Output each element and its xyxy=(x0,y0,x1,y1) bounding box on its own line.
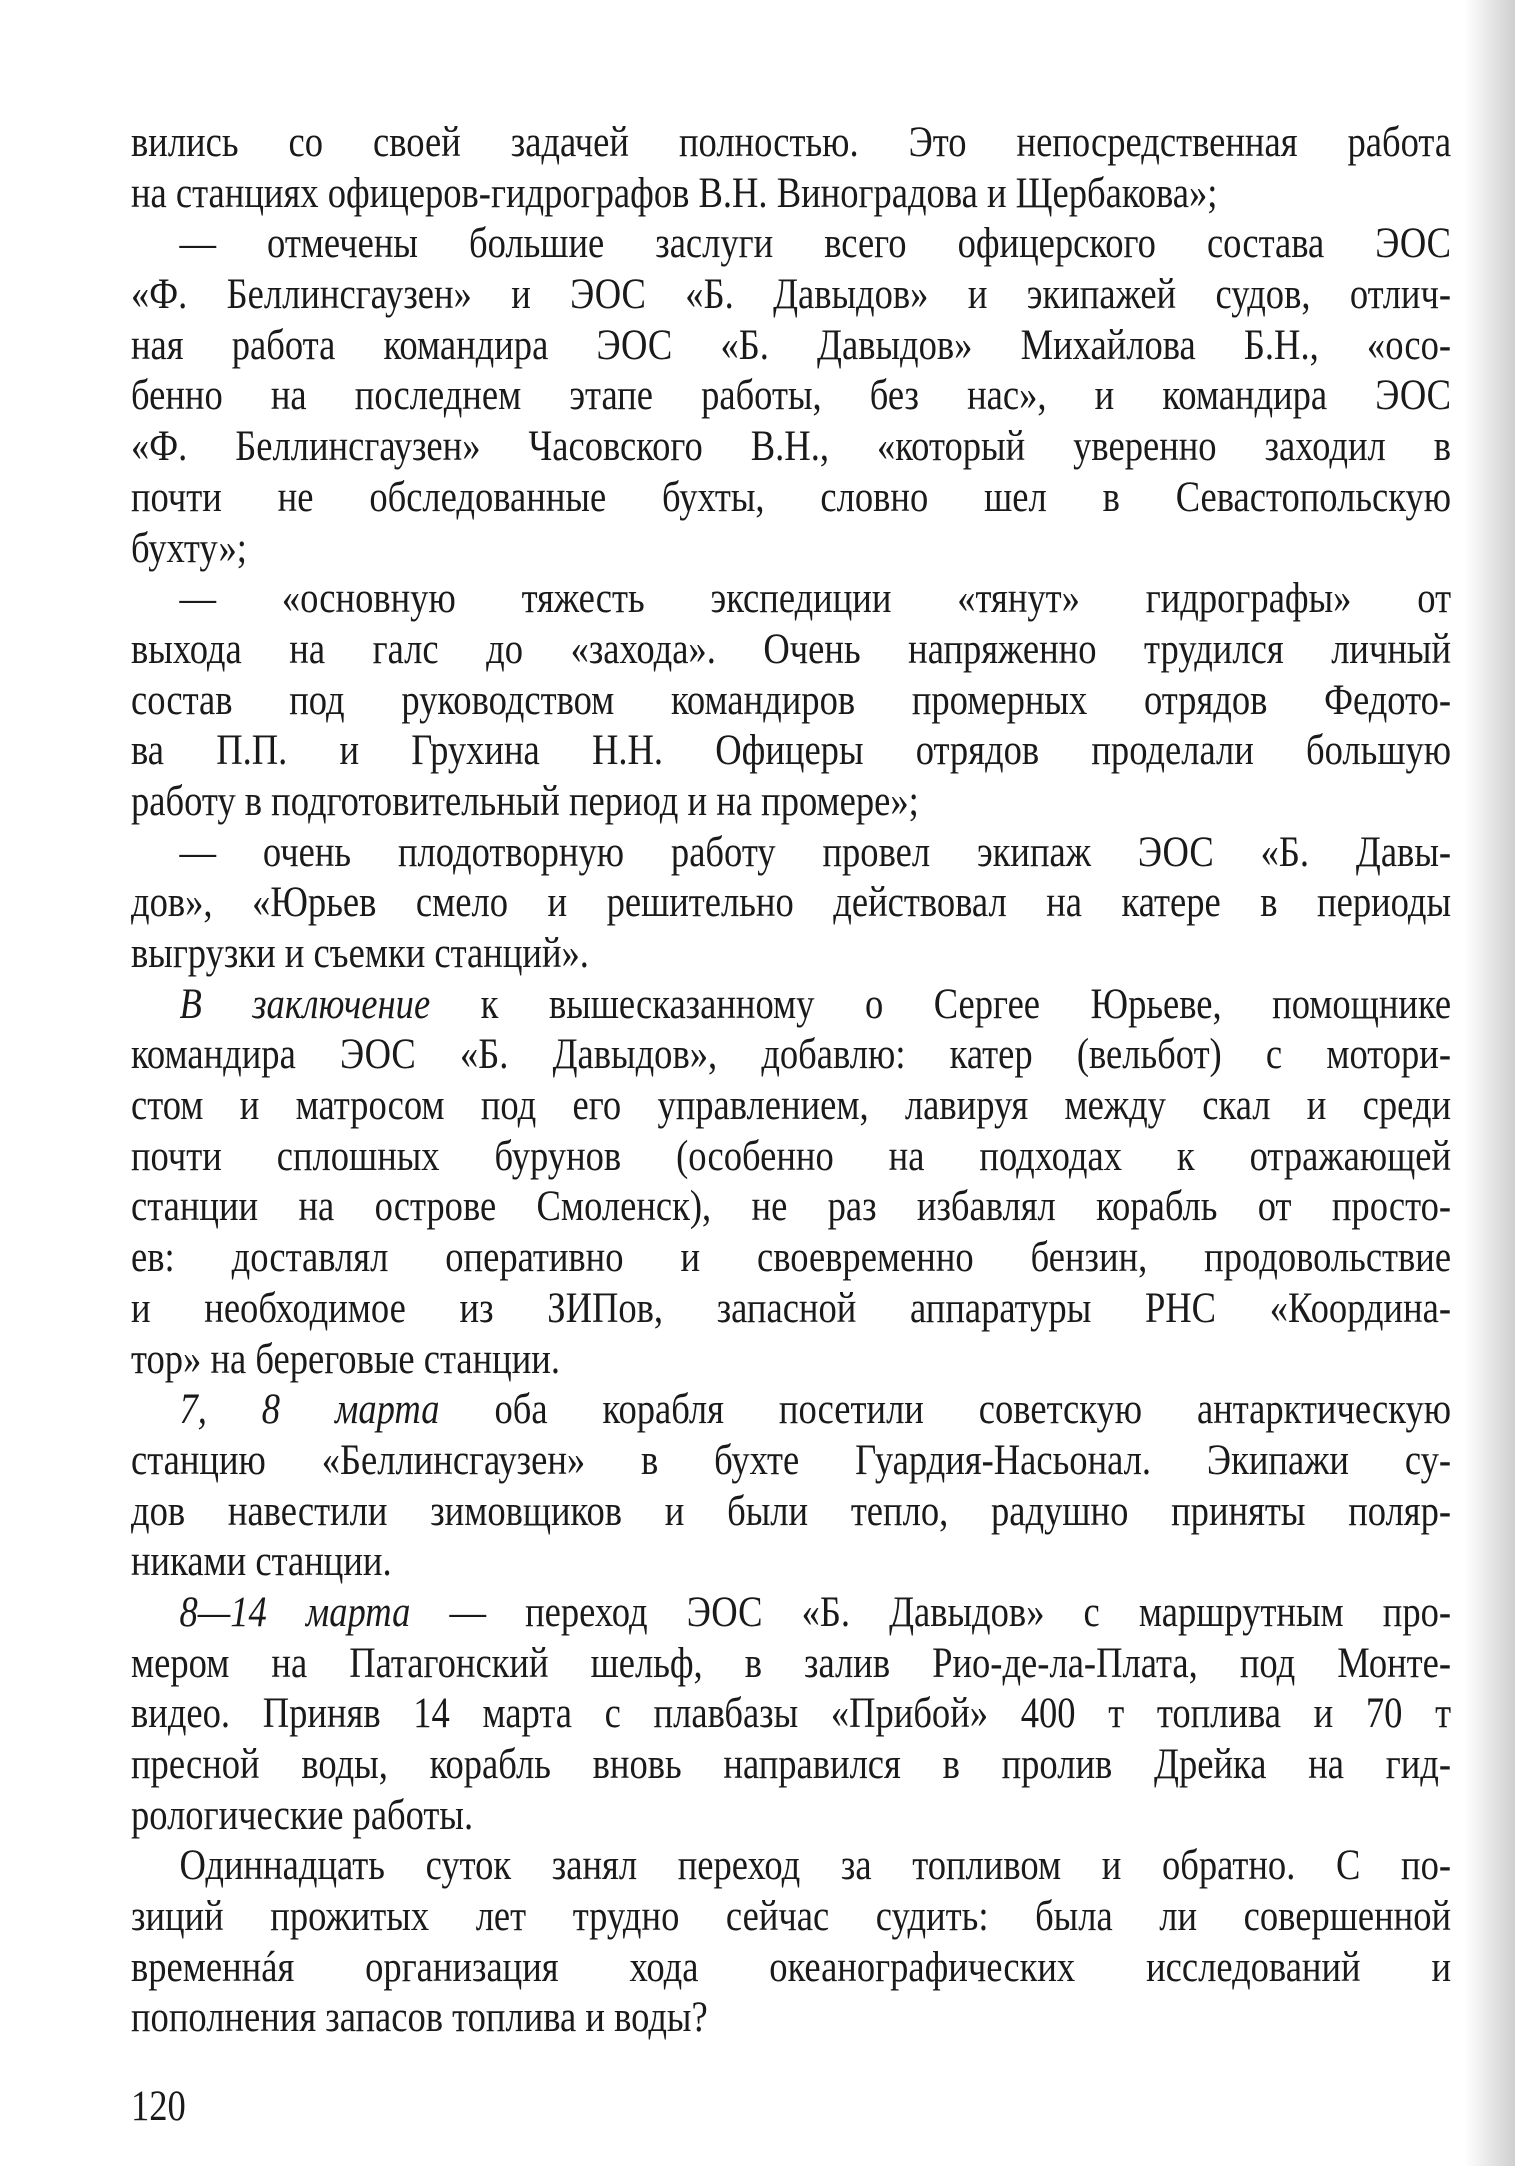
text-line xyxy=(131,1030,1451,1081)
text-line xyxy=(131,321,1451,372)
text-line xyxy=(131,1335,1451,1386)
line-text: выхода на галс до «захода». Очень напряженно трудился личный xyxy=(131,625,1452,673)
text-line xyxy=(131,219,1451,270)
text-line xyxy=(131,1740,1451,1791)
line-text: выгрузки и съемки станций». xyxy=(131,930,589,977)
line-text: оба корабля посетили советскую антарктическую xyxy=(439,1386,1452,1434)
text-line xyxy=(131,473,1451,524)
text-line xyxy=(131,1639,1451,1690)
line-text: пополнения запасов топлива и воды? xyxy=(131,1994,708,2042)
line-text: работу в подготовительный период и на промере»; xyxy=(131,777,919,825)
text-line xyxy=(131,371,1451,422)
line-text: никами станции. xyxy=(131,1538,392,1586)
text-line xyxy=(131,1841,1451,1892)
text-line xyxy=(131,828,1451,879)
italic-date-phrase: В заключение xyxy=(179,980,431,1028)
text-line xyxy=(131,929,1451,980)
line-text: пресной воды, корабль вновь направился в пролив Дрейка на гид- xyxy=(131,1741,1452,1788)
line-text: и необходимое из ЗИПов, запасной аппаратуры РНС «Координа- xyxy=(131,1284,1452,1332)
line-text: почти сплошных бурунов (особенно на подходах к отражающей xyxy=(131,1132,1452,1180)
line-text: — переход ЭОС «Б. Давыдов» с маршрутным про- xyxy=(410,1588,1452,1636)
text-line xyxy=(131,422,1451,473)
text-line xyxy=(131,676,1451,727)
text-line xyxy=(131,1588,1451,1639)
text-line xyxy=(131,777,1451,828)
line-text: дов», «Юрьев смело и решительно действовал на катере в периоды xyxy=(131,879,1452,927)
text-line xyxy=(131,1689,1451,1740)
text-line xyxy=(131,169,1451,220)
line-text: — «основную тяжесть экспедиции «тянут» гидрографы» от xyxy=(179,575,1452,623)
line-text: к вышесказанному о Сергее Юрьеве, помощнике xyxy=(430,980,1452,1028)
line-text: ев: доставлял оперативно и своевременно бензин, продовольствие xyxy=(131,1234,1452,1282)
text-line xyxy=(131,980,1451,1031)
line-text: рологические работы. xyxy=(131,1791,474,1839)
line-text: бухту»; xyxy=(131,524,247,572)
line-text: станции на острове Смоленск), не раз избавлял корабль от просто- xyxy=(131,1183,1452,1231)
text-line xyxy=(131,1081,1451,1132)
line-text: стом и матросом под его управлением, лавируя между скал и среди xyxy=(131,1082,1452,1130)
text-line xyxy=(131,574,1451,625)
text-line xyxy=(131,1385,1451,1436)
text-line xyxy=(131,1993,1451,2044)
line-text: «Ф. Беллинсгаузен» Часовского В.Н., «который уверенно заходил в xyxy=(131,423,1452,471)
text-line xyxy=(131,1182,1451,1233)
line-text: Одиннадцать суток занял переход за топливом и обратно. С по- xyxy=(179,1842,1452,1890)
line-text: тор» на береговые станции. xyxy=(131,1335,560,1383)
line-text: зиций прожитых лет трудно сейчас судить: была ли совершенной xyxy=(131,1893,1452,1941)
line-text: — очень плодотворную работу провел экипаж ЭОС «Б. Давы- xyxy=(179,828,1452,876)
text-line xyxy=(131,1284,1451,1335)
text-line xyxy=(131,1943,1451,1994)
line-text: дов навестили зимовщиков и были тепло, радушно приняты поляр- xyxy=(131,1487,1452,1535)
text-line xyxy=(131,524,1451,575)
text-line xyxy=(131,1233,1451,1284)
line-text: ная работа командира ЭОС «Б. Давыдов» Михайлова Б.Н., «осо- xyxy=(131,321,1452,369)
text-line xyxy=(131,625,1451,676)
line-text: — отмечены большие заслуги всего офицерского состава ЭОС xyxy=(179,220,1452,268)
line-text: состав под руководством командиров промерных отрядов Федото- xyxy=(131,676,1452,724)
text-line xyxy=(131,1537,1451,1588)
text-line xyxy=(131,1791,1451,1842)
body-text xyxy=(131,118,1451,2044)
text-line xyxy=(131,1132,1451,1183)
line-text: на станциях офицеров-гидрографов В.Н. Виноградова и Щербакова»; xyxy=(131,169,1218,217)
line-text: «Ф. Беллинсгаузен» и ЭОС «Б. Давыдов» и экипажей судов, отлич- xyxy=(131,271,1452,319)
line-text: временнáя организация хода океанографических исследований и xyxy=(131,1943,1452,1991)
page-gutter-shadow xyxy=(1465,0,1515,2166)
line-text: почти не обследованные бухты, словно шел в Севастопольскую xyxy=(131,473,1452,521)
line-text: ва П.П. и Грухина Н.Н. Офицеры отрядов проделали большую xyxy=(131,727,1452,775)
italic-date-phrase: 8—14 марта xyxy=(179,1588,411,1636)
text-line xyxy=(131,1436,1451,1487)
text-line xyxy=(131,1487,1451,1538)
text-line xyxy=(131,726,1451,777)
text-line xyxy=(131,1892,1451,1943)
line-text: вились со своей задачей полностью. Это непосредственная работа xyxy=(131,119,1452,166)
line-text: командира ЭОС «Б. Давыдов», добавлю: катер (вельбот) с мотори- xyxy=(131,1031,1452,1079)
line-text: мером на Патагонский шельф, в залив Рио-де-ла-Плата, под Монте- xyxy=(131,1639,1452,1687)
line-text: видео. Приняв 14 марта с плавбазы «Прибой» 400 т топлива и 70 т xyxy=(131,1690,1452,1738)
text-line xyxy=(131,270,1451,321)
italic-date-phrase: 7, 8 марта xyxy=(179,1386,440,1434)
line-text: станцию «Беллинсгаузен» в бухте Гуардия-Насьонал. Экипажи су- xyxy=(131,1436,1452,1484)
line-text: бенно на последнем этапе работы, без нас», и командира ЭОС xyxy=(131,372,1452,420)
page-number: 120 xyxy=(131,2083,186,2130)
text-line xyxy=(131,878,1451,929)
text-line xyxy=(131,118,1451,169)
